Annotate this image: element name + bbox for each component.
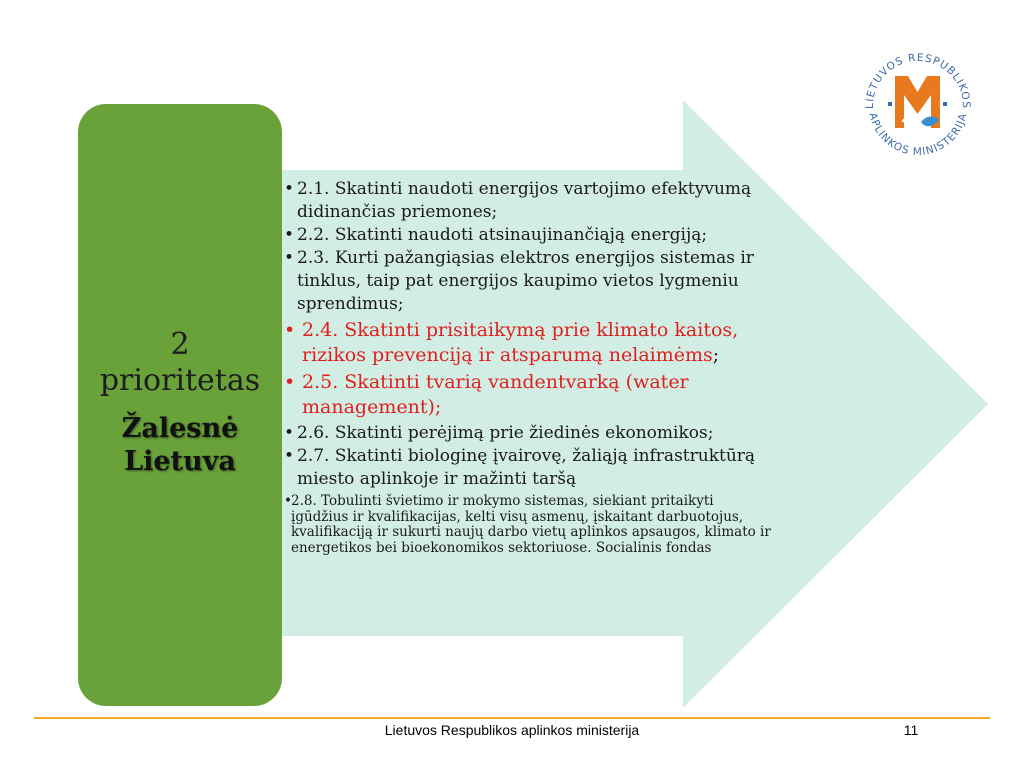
list-item-highlighted — [282, 318, 772, 368]
bullet-icon: • — [284, 225, 295, 245]
list-item-text: 2.8. Tobulinti švietimo ir mokymo sistemas, siekiant pritaikyti įgūdžius ir kvalifikacijas, kelti visų asmenų, įskaitant darbuotojus, kvalifikaciją ir sukurti naujų darbo vietų aplinkos apsaugos, klimato ir energetikos bei bioekonomikos sektoriuose. Socialinis fondas — [291, 493, 771, 556]
priority-title-line2: Lietuva — [124, 446, 236, 477]
bullet-icon: • — [284, 248, 295, 268]
list-item-small — [282, 494, 772, 556]
logo-arc-top: LIETUVOS RESPUBLIKOS — [863, 51, 973, 110]
ministry-emblem-icon — [855, 40, 980, 165]
page-number: 11 — [903, 722, 919, 738]
bullet-icon: • — [284, 371, 296, 393]
list-item-text: 2.4. Skatinti prisitaikymą prie klimato kaitos, rizikos prevenciją ir atsparumą nelaimėms — [302, 319, 739, 366]
priority-word: prioritetas — [99, 363, 261, 398]
list-item-text: 2.7. Skatinti biologinę įvairovę, žaliąją infrastruktūrą miesto aplinkoje ir mažinti taršą — [297, 446, 756, 489]
logo-arc-bottom: APLINKOS MINISTERIJA — [866, 111, 970, 159]
bullet-icon: • — [284, 493, 292, 509]
list-item — [282, 224, 772, 247]
objectives-list — [282, 178, 772, 556]
priority-number: 2 — [170, 327, 190, 362]
bullet-icon: • — [284, 423, 295, 443]
list-item — [282, 178, 772, 224]
priority-title-line1: Žalesnė — [121, 413, 239, 444]
list-item — [282, 445, 772, 491]
svg-text:APLINKOS MINISTERIJA — [867, 111, 970, 158]
bullet-icon: • — [284, 319, 296, 341]
list-item-text: 2.3. Kurti pažangiąsias elektros energijos sistemas ir tinklus, taip pat energijos kaupimo vietos lygmeniu sprendimus; — [297, 248, 754, 314]
footer-text: Lietuvos Respublikos aplinkos ministerija — [384, 722, 640, 738]
list-item-highlighted — [282, 370, 772, 420]
priority-box — [78, 104, 282, 706]
list-item-text: 2.1. Skatinti naudoti energijos vartojimo efektyvumą didinančias priemones; — [297, 179, 752, 222]
list-item-text: 2.6. Skatinti perėjimą prie žiedinės ekonomikos; — [297, 423, 714, 443]
list-item — [282, 422, 772, 445]
list-item-text: 2.5. Skatinti tvarią vandentvarką (water management); — [302, 371, 689, 418]
list-item-suffix: ; — [712, 344, 720, 366]
list-item — [282, 247, 772, 316]
priority-title — [78, 412, 282, 478]
list-item-text: 2.2. Skatinti naudoti atsinaujinančiąją energiją; — [297, 225, 708, 245]
footer-divider — [34, 717, 990, 719]
bullet-icon: • — [284, 446, 295, 466]
bullet-icon: • — [284, 179, 295, 199]
